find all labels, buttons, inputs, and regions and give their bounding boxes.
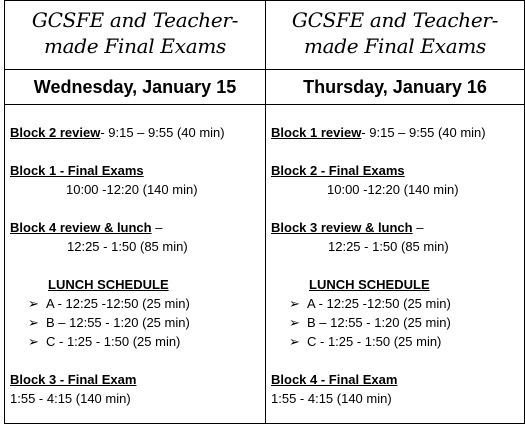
day-cell-thursday xyxy=(266,70,525,105)
day-row xyxy=(5,70,525,105)
lunch-list-item xyxy=(271,313,524,332)
block-time: 10:00 -12:20 (140 min) xyxy=(327,182,459,197)
block-time: 12:25 - 1:50 (85 min) xyxy=(67,239,188,254)
schedule-row xyxy=(5,105,525,424)
title-line: made Final Exams xyxy=(44,34,226,58)
arrowhead-bullet-icon: ➢ xyxy=(28,315,39,330)
lunch-list-item xyxy=(10,294,265,313)
title-line: made Final Exams xyxy=(304,34,486,58)
block-time: 12:25 - 1:50 (85 min) xyxy=(328,239,449,254)
block-label: Block 2 - Final Exams xyxy=(271,163,405,178)
block-time: - 9:15 – 9:55 (40 min) xyxy=(361,125,486,140)
schedule-item-review xyxy=(10,123,265,142)
day-cell-wednesday xyxy=(5,70,266,105)
title-line: GCSFE and Teacher- xyxy=(31,8,239,32)
lunch-list-item xyxy=(10,332,265,351)
arrowhead-bullet-icon: ➢ xyxy=(28,296,39,311)
schedule-item-review-lunch xyxy=(271,218,524,237)
exam-schedule-table xyxy=(4,0,525,424)
schedule-cell-wednesday xyxy=(5,105,266,424)
lunch-list-item xyxy=(10,313,265,332)
day-heading: Thursday, January 16 xyxy=(303,77,487,97)
block-time: 10:00 -12:20 (140 min) xyxy=(66,182,198,197)
lunch-slot: B – 12:55 - 1:20 (25 min) xyxy=(307,315,451,330)
lunch-slot: A - 12:25 -12:50 (25 min) xyxy=(307,296,451,311)
dash-suffix: – xyxy=(412,220,424,235)
block-time: 1:55 - 4:15 (140 min) xyxy=(271,391,392,406)
lunch-list-item xyxy=(271,294,524,313)
block-label: Block 4 - Final Exam xyxy=(271,372,398,387)
block-label: Block 3 - Final Exam xyxy=(10,372,137,387)
lunch-schedule-heading: LUNCH SCHEDULE xyxy=(309,277,430,292)
schedule-item-review-lunch xyxy=(10,218,265,237)
arrowhead-bullet-icon: ➢ xyxy=(289,334,300,349)
title-row xyxy=(5,1,525,70)
block-label: Block 2 review xyxy=(10,125,101,140)
schedule-body xyxy=(266,105,524,408)
title-cell-wednesday xyxy=(5,1,266,70)
title-line: GCSFE and Teacher- xyxy=(291,8,499,32)
lunch-schedule-heading: LUNCH SCHEDULE xyxy=(48,277,169,292)
block-label: Block 1 - Final Exams xyxy=(10,163,144,178)
lunch-slot: C - 1:25 - 1:50 (25 min) xyxy=(307,334,442,349)
schedule-cell-thursday xyxy=(266,105,525,424)
lunch-list-item xyxy=(271,332,524,351)
dash-suffix: – xyxy=(151,220,163,235)
block-label: Block 4 review & lunch xyxy=(10,220,152,235)
arrowhead-bullet-icon: ➢ xyxy=(289,315,300,330)
block-label: Block 3 review & lunch xyxy=(271,220,413,235)
block-label: Block 1 review xyxy=(271,125,362,140)
arrowhead-bullet-icon: ➢ xyxy=(289,296,300,311)
block-time: - 9:15 – 9:55 (40 min) xyxy=(100,125,225,140)
day-heading: Wednesday, January 15 xyxy=(33,77,237,97)
title-cell-thursday xyxy=(266,1,525,70)
schedule-body xyxy=(5,105,265,408)
lunch-slot: C - 1:25 - 1:50 (25 min) xyxy=(46,334,181,349)
column-title xyxy=(5,1,265,59)
arrowhead-bullet-icon: ➢ xyxy=(28,334,39,349)
schedule-item-review xyxy=(271,123,524,142)
lunch-slot: B – 12:55 - 1:20 (25 min) xyxy=(46,315,190,330)
column-title xyxy=(266,1,524,59)
lunch-slot: A - 12:25 -12:50 (25 min) xyxy=(46,296,190,311)
block-time: 1:55 - 4:15 (140 min) xyxy=(10,391,131,406)
